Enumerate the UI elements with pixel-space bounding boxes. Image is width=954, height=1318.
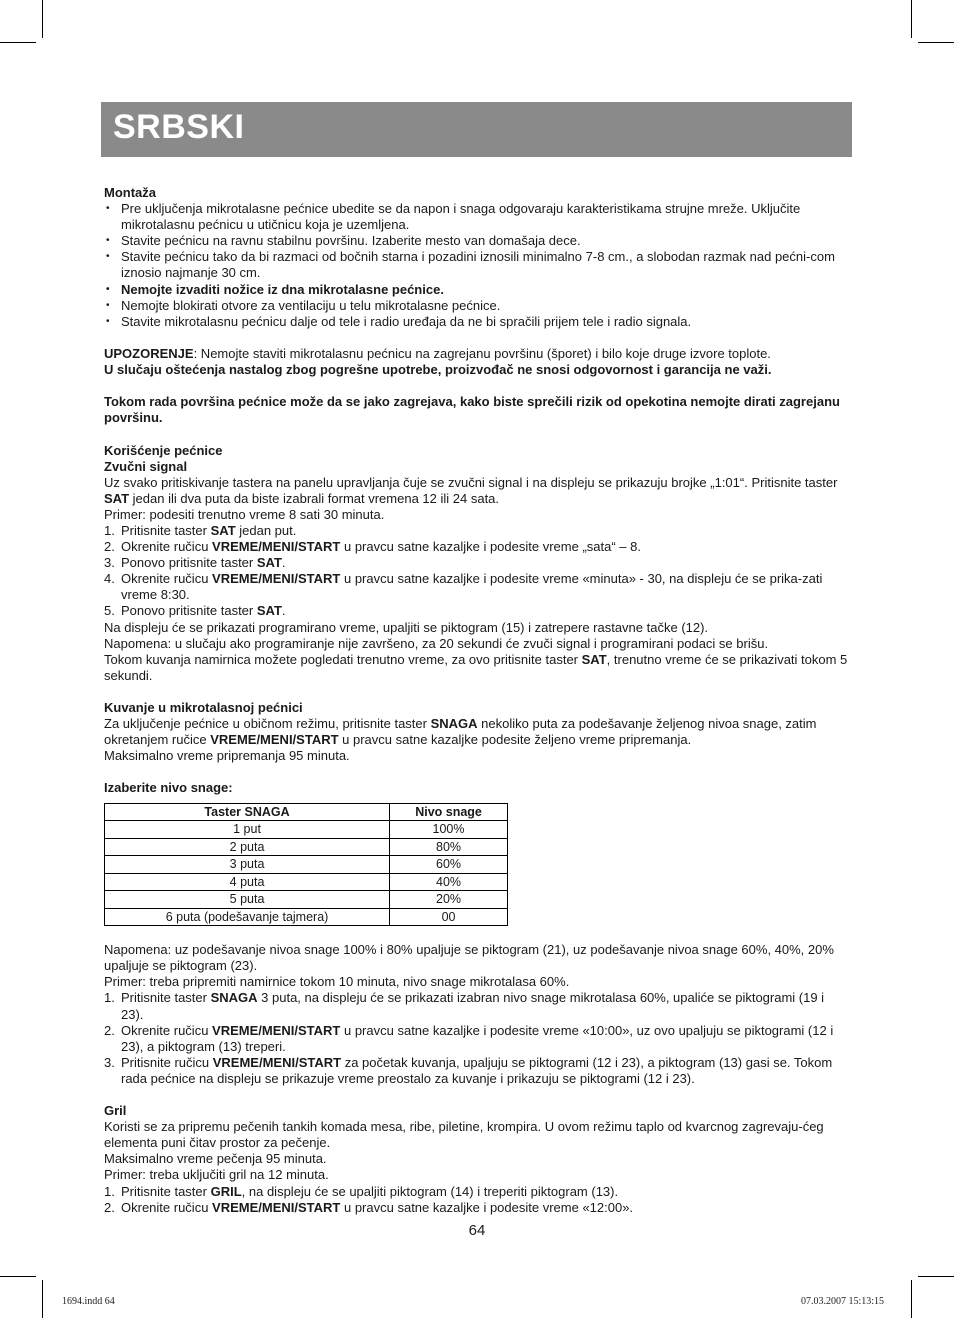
text-run: jedan ili dva puta da biste izabrali format vremena 12 ili 24 sata.	[129, 490, 500, 506]
table-row	[105, 891, 508, 909]
step-item	[104, 603, 850, 619]
crop-mark	[42, 0, 43, 38]
microwave-paragraph	[104, 716, 850, 748]
power-table-heading: Izaberite nivo snage:	[104, 780, 233, 796]
table-cell: 4 puta	[105, 873, 390, 891]
step-number: 4.	[104, 571, 115, 587]
step-number: 3.	[104, 1054, 115, 1070]
key-name: SAT	[581, 651, 607, 667]
text-run: u pravcu satne kazaljke i podesite vreme «minuta» - 30, na displeju će se prika-zati vreme 8:30.	[121, 571, 823, 603]
section-heading-microwave: Kuvanje u mikrotalasnoj pećnici	[104, 700, 303, 715]
key-name: SAT	[256, 603, 282, 619]
crop-mark	[911, 1280, 912, 1318]
power-level-table	[104, 803, 508, 927]
text-run: Pritisnite ručicu	[121, 1054, 213, 1070]
list-item: • Stavite pećnicu tako da bi razmaci od bočnih starna i pozadini iznosili minimalno 7-8 cm., a slobodan razmak nad pećni-com iznosio najmanje 30 cm.	[104, 249, 850, 281]
text-run: u pravcu satne kazaljke i podesite vreme «12:00».	[340, 1199, 634, 1215]
print-slug-file: 1694.indd 64	[62, 1296, 115, 1307]
list-item: • Stavite pećnicu na ravnu stabilnu površinu. Izaberite mesto van domašaja dece.	[104, 233, 850, 249]
crop-mark	[42, 1280, 43, 1318]
column-header: Nivo snage	[390, 803, 508, 821]
power-note: Napomena: uz podešavanje nivoa snage 100% i 80% upaljuje se piktogram (21), uz podešavanje nivoa snage 60%, 40%, 20% upaljuje se piktogram (23).	[104, 942, 834, 974]
column-header: Taster SNAGA	[105, 803, 390, 821]
text-run: 3 puta, na displeju će se prikazati izabran nivo snage mikrotalasa 60%, upaliće se piktogrami (19 i 23).	[121, 990, 825, 1022]
table-cell: 5 puta	[105, 891, 390, 909]
liability-notice: U slučaju oštećenja nastalog zbog pogrešne upotrebe, proizvođač ne snosi odgovornost i garancija ne važi.	[104, 362, 772, 378]
grill-max-time: Maksimalno vreme pečenja 95 minuta.	[104, 1151, 327, 1167]
section-heading-montaza: Montaža	[104, 185, 156, 200]
usage-note: Napomena: u slučaju ako programiranje nije završeno, za 20 sekundi će zvuči signal i programirani podaci se brišu.	[104, 635, 769, 651]
text-run: jedan put.	[235, 522, 297, 538]
key-name: SNAGA	[210, 990, 258, 1006]
print-slug-date: 07.03.2007 15:13:15	[800, 1296, 884, 1307]
table-cell: 1 put	[105, 821, 390, 839]
table-cell: 60%	[390, 856, 508, 874]
key-name: VREME/MENI/START	[212, 1022, 341, 1038]
step-number: 1.	[104, 522, 115, 538]
table-header-row	[105, 803, 508, 821]
step-item	[104, 1023, 850, 1055]
step-item	[104, 990, 850, 1022]
table-row	[105, 908, 508, 926]
section-heading-usage: Korišćenje pećnice	[104, 442, 223, 458]
step-item	[104, 1055, 850, 1087]
page-number: 64	[468, 1222, 486, 1239]
table-cell: 3 puta	[105, 856, 390, 874]
document-body	[104, 185, 850, 1216]
text-run: Uz svako pritiskivanje tastera na panelu upravljanja čuje se zvučni signal i na displeju se prikazuju brojke „1:01“. Pritisnite taster	[104, 474, 838, 490]
usage-after-text: Na displeju će se prikazati programirano vreme, upaljiti se piktogram (15) i zatrepere rastavne tačke (12).	[104, 619, 709, 635]
text-run: Okrenite ručicu	[121, 1022, 213, 1038]
step-item	[104, 571, 850, 603]
table-row	[105, 821, 508, 839]
text-run: za početak kuvanja, upaljuju se piktogrami (12 i 23), a piktogram (13) gasi se. Tokom rada pećnice na displeju se prikazuje vreme preostalo za kuvanje i prikazuju se piktogrami (12 i 23).	[121, 1054, 833, 1086]
hot-surface-notice: Tokom rada površina pećnice može da se jako zagrejava, kako biste sprečili rizik od opekotina nemojte dirati zagrejanu površinu.	[104, 394, 840, 426]
text-run: Pritisnite taster	[121, 990, 211, 1006]
table-row	[105, 838, 508, 856]
text-run: .	[281, 603, 286, 619]
key-name: VREME/MENI/START	[212, 1054, 342, 1070]
warning-text: : Nemojte staviti mikrotalasnu pećnicu na zagrejanu površinu (šporet) i bilo koje druge izvore toplote.	[193, 345, 771, 361]
key-name: VREME/MENI/START	[212, 571, 341, 587]
usage-example: Primer: podesiti trenutno vreme 8 sati 30 minuta.	[104, 506, 385, 522]
step-item	[104, 1184, 850, 1200]
key-name: GRIL	[210, 1183, 242, 1199]
table-row	[105, 873, 508, 891]
key-name: VREME/MENI/START	[212, 1199, 341, 1215]
table-cell: 20%	[390, 891, 508, 909]
section-heading-grill: Gril	[104, 1103, 127, 1119]
crop-mark	[911, 0, 912, 38]
table-cell: 100%	[390, 821, 508, 839]
crop-mark	[918, 1276, 954, 1277]
list-item: • Nemojte blokirati otvore za ventilaciju u telu mikrotalasne pećnice.	[104, 298, 850, 314]
list-item: • Nemojte izvaditi nožice iz dna mikrotalasne pećnice.	[104, 282, 850, 298]
key-name: SAT	[210, 522, 236, 538]
key-name: SAT	[256, 555, 282, 571]
table-cell: 6 puta (podešavanje tajmera)	[105, 908, 390, 926]
step-item	[104, 539, 850, 555]
text-run: .	[281, 555, 286, 571]
step-number: 1.	[104, 1183, 115, 1199]
step-number: 5.	[104, 603, 115, 619]
usage-intro	[104, 475, 850, 507]
text-run: nekoliko puta za podešavanje željenog nivoa snage, zatim okretanjem ručice	[104, 716, 817, 748]
step-number: 2.	[104, 1199, 115, 1215]
key-name: VREME/MENI/START	[210, 732, 339, 748]
text-run: u pravcu satne kazaljke i podesite vreme «10:00», uz ovo upaljuju se piktogrami (12 i 23), a piktogram (13) treperi.	[121, 1022, 834, 1054]
power-example: Primer: treba pripremiti namirnice tokom 10 minuta, nivo snage mikrotalasa 60%.	[104, 974, 570, 990]
key-name: SAT	[104, 490, 130, 506]
crop-mark	[918, 42, 954, 43]
text-run: Ponovo pritisnite taster	[121, 555, 257, 571]
usage-after-text	[104, 652, 850, 684]
step-number: 2.	[104, 539, 115, 555]
table-row	[105, 856, 508, 874]
crop-mark	[0, 1276, 36, 1277]
text-run: , na displeju će se upaljiti piktogram (14) i treperiti piktogram (13).	[241, 1183, 619, 1199]
step-number: 3.	[104, 555, 115, 571]
text-run: Okrenite ručicu	[121, 539, 213, 555]
step-item	[104, 1200, 850, 1216]
crop-mark	[0, 42, 36, 43]
step-number: 1.	[104, 990, 115, 1006]
table-cell: 2 puta	[105, 838, 390, 856]
key-name: VREME/MENI/START	[212, 539, 341, 555]
step-item	[104, 555, 850, 571]
grill-paragraph: Koristi se za pripremu pečenih tankih komada mesa, ribe, piletine, krompira. U ovom režimu taplo od kvarcnog zagrevaju-ćeg elementa puni čitav prostor za pečenje.	[104, 1119, 824, 1151]
text-run: u pravcu satne kazaljke podesite željeno vreme pripremanja.	[338, 732, 692, 748]
table-cell: 00	[390, 908, 508, 926]
text-run: u pravcu satne kazaljke i podesite vreme „sata“ – 8.	[340, 539, 641, 555]
microwave-max-time: Maksimalno vreme pripremanja 95 minuta.	[104, 748, 350, 764]
text-run: Ponovo pritisnite taster	[121, 603, 257, 619]
text-run: Tokom kuvanja namirnica možete pogledati trenutno vreme, za ovo pritisnite taster	[104, 651, 582, 667]
text-run: Pritisnite taster	[121, 522, 211, 538]
text-run: Okrenite ručicu	[121, 1199, 213, 1215]
step-number: 2.	[104, 1022, 115, 1038]
table-cell: 40%	[390, 873, 508, 891]
page-title: SRBSKI	[113, 108, 245, 146]
text-run: , trenutno vreme će se prikazivati tokom 5 sekundi.	[104, 651, 848, 683]
text-run: Pritisnite taster	[121, 1183, 211, 1199]
warning-label: UPOZORENJE	[104, 345, 194, 361]
step-item	[104, 523, 850, 539]
warning-paragraph	[104, 346, 850, 362]
grill-example: Primer: treba uključiti gril na 12 minuta.	[104, 1167, 329, 1183]
list-item: • Stavite mikrotalasnu pećnicu dalje od tele i radio uređaja da ne bi spračili prijem tele i radio signala.	[104, 314, 850, 330]
list-item: • Pre uključenja mikrotalasne pećnice ubedite se da napon i snaga odgovaraju karakteristikama strujne mreže. Uključite mikrotalasnu pećnicu u utičnicu koja je uzemljena.	[104, 201, 850, 233]
language-header-bar	[101, 102, 852, 157]
key-name: SNAGA	[430, 716, 478, 732]
table-cell: 80%	[390, 838, 508, 856]
text-run: Okrenite ručicu	[121, 571, 213, 587]
text-run: Za uključenje pećnice u običnom režimu, pritisnite taster	[104, 716, 431, 732]
subsection-heading-sound: Zvučni signal	[104, 458, 188, 474]
